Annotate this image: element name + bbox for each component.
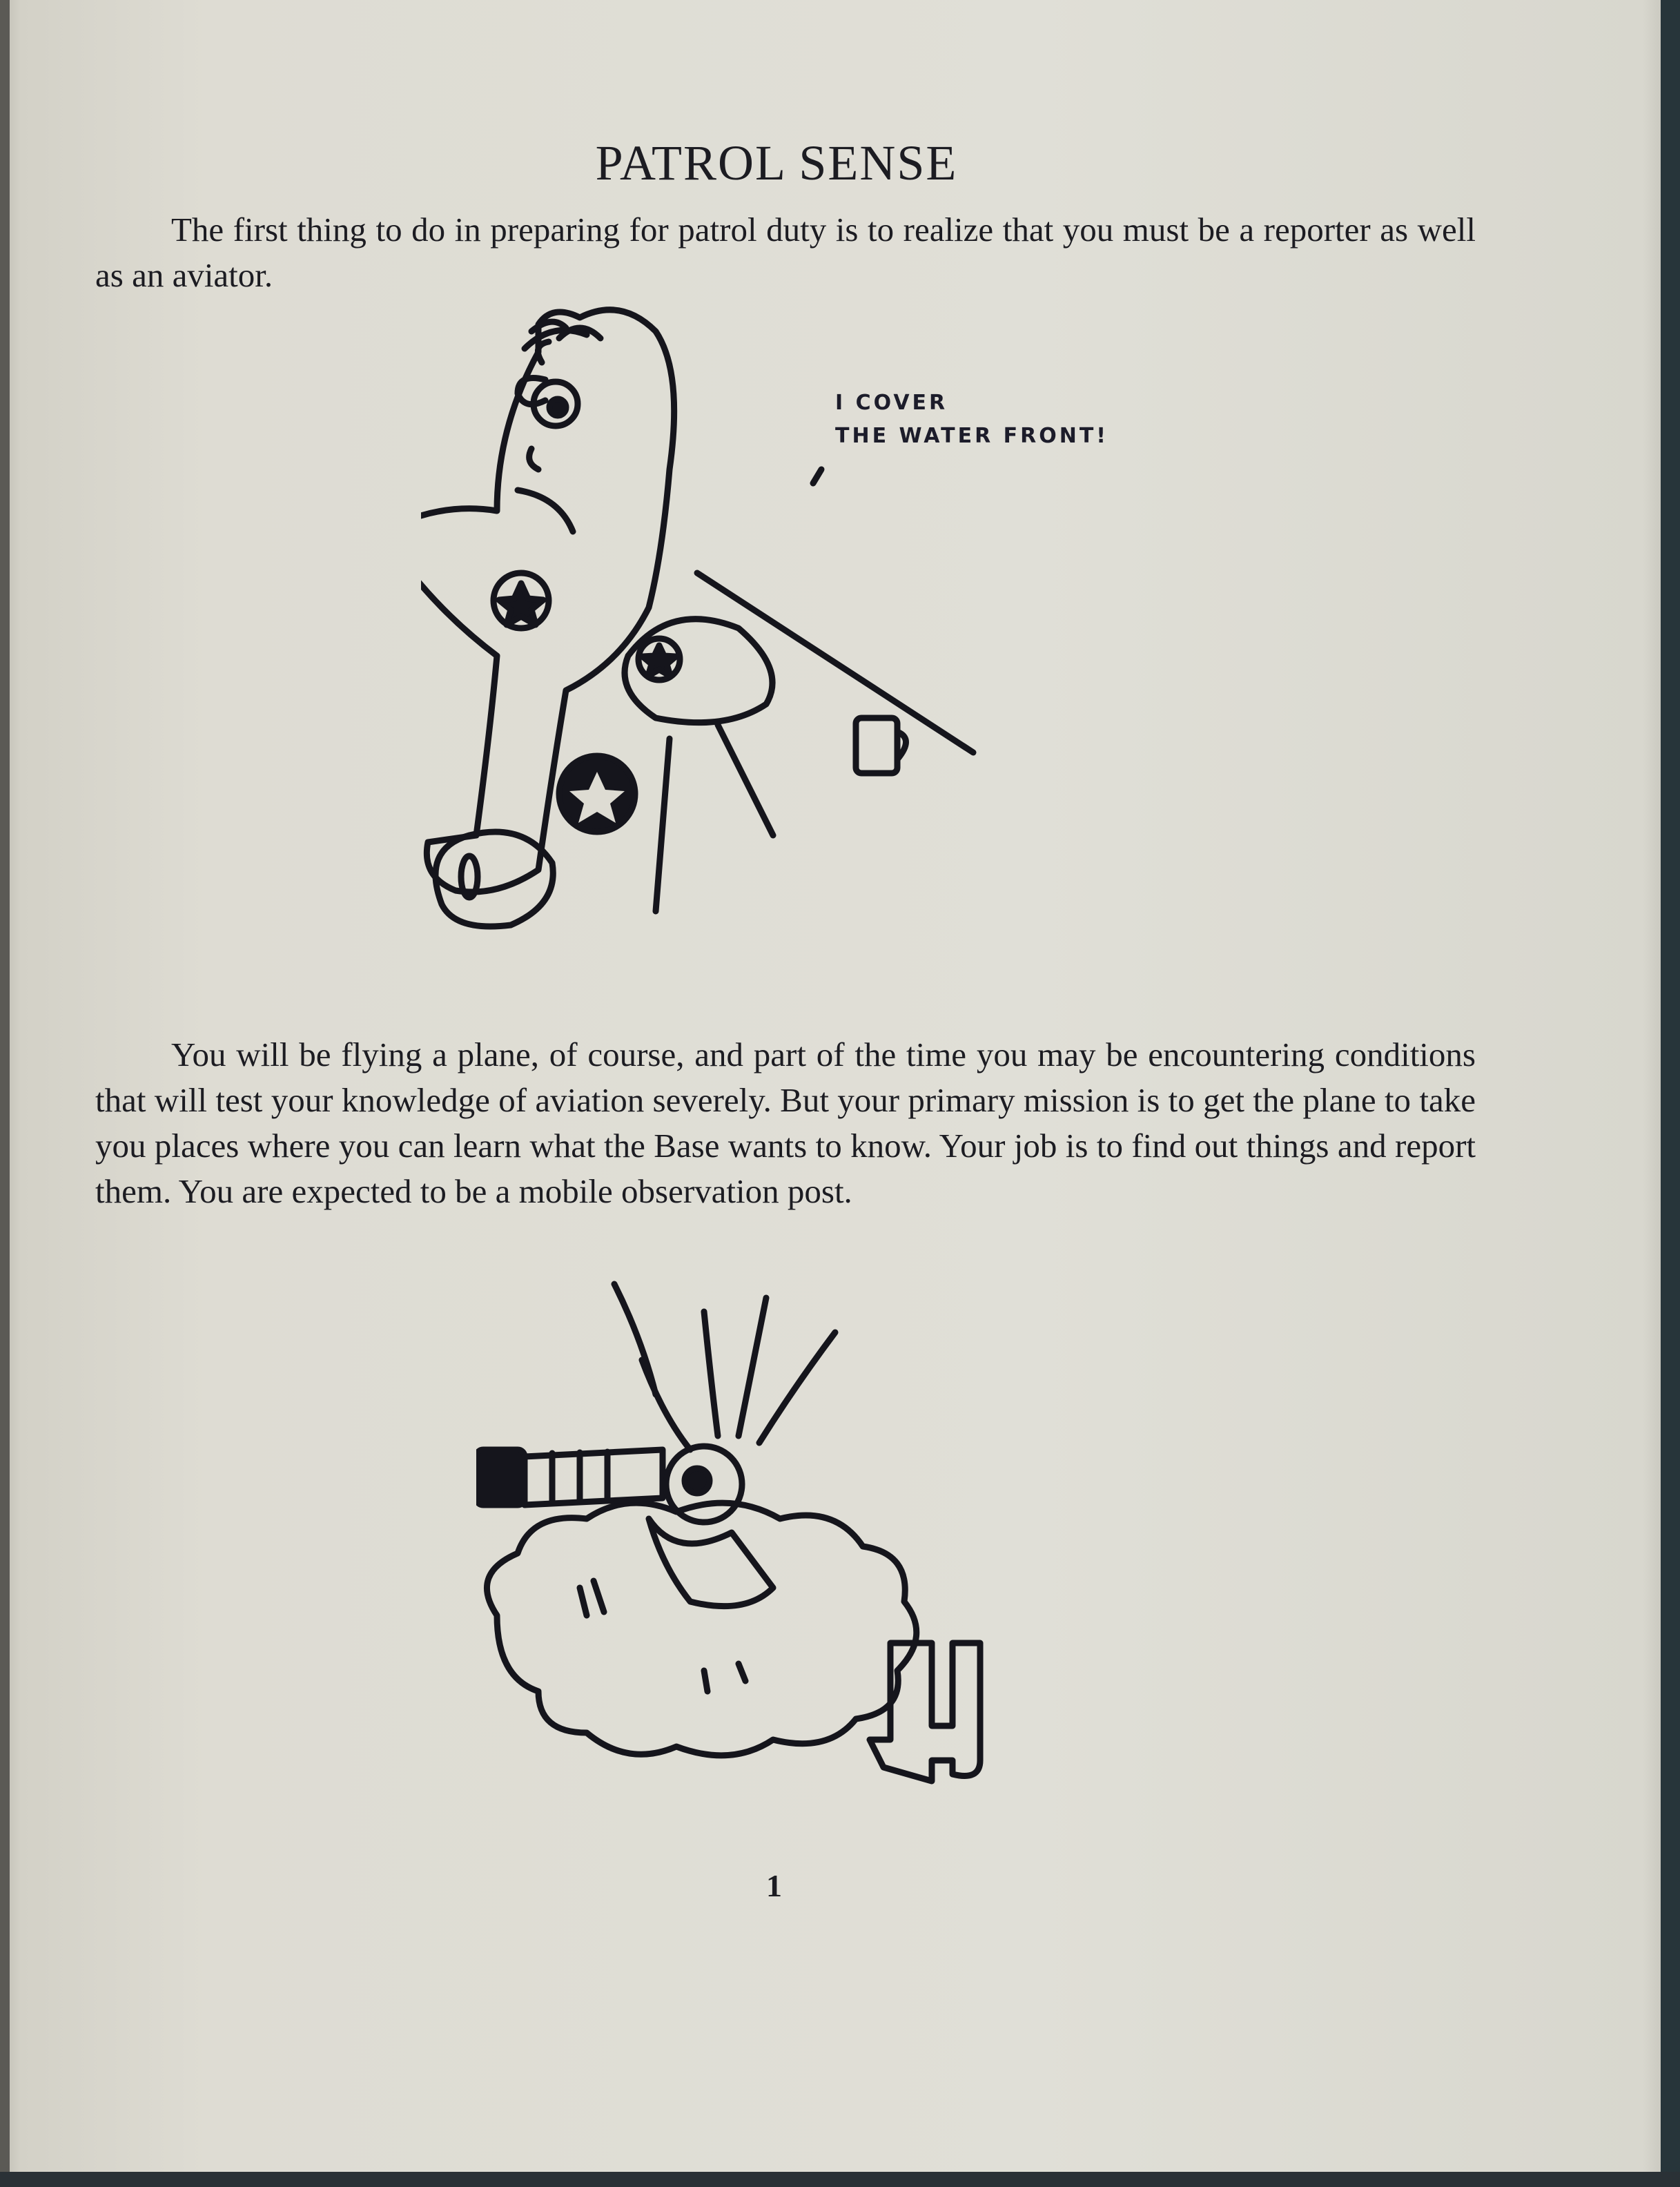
page-number: 1 [766,1868,782,1903]
caption-line-2: THE WATER FRONT! [835,424,1108,448]
mission-paragraph: You will be flying a plane, of course, and part of the time you may be encountering conditions that will test your knowledge of aviation severely. But your primary mission is to get the plane to take you places where you can learn what the Base wants to know. Your job is to find out things and report them. You are expected to be a mobile observation post. [95,1036,1476,1210]
caption-line-1: I COVER [835,391,948,415]
lookout-on-cloud-illustration [476,1256,1097,1878]
spine-edge [0,0,10,2187]
page-title: PATROL SENSE [595,135,958,191]
speech-caption [835,387,1108,453]
bottom-edge [0,2172,1680,2187]
intro-paragraph: The first thing to do in preparing for patrol duty is to realize that you must be a reporter as well as an aviator. [95,211,1476,294]
book-cover-edge [1661,0,1680,2187]
